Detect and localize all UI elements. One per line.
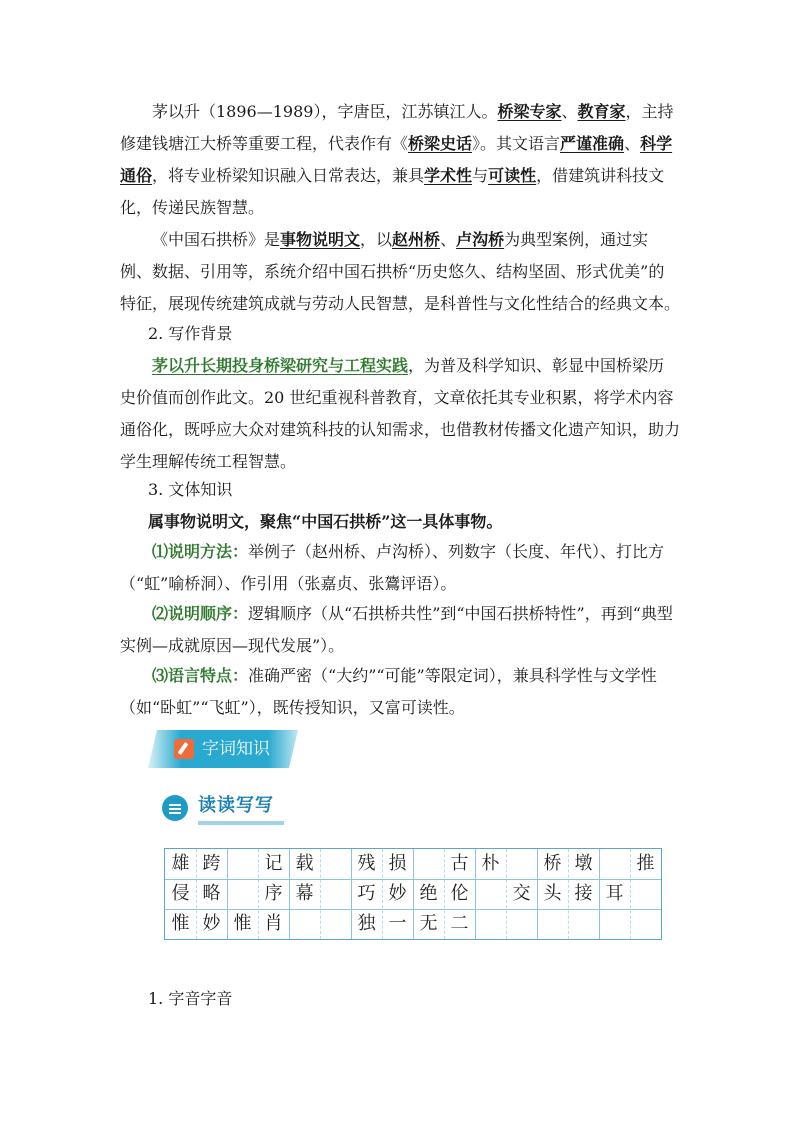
text: 与 <box>472 166 489 185</box>
grid-row <box>165 879 661 909</box>
keyword: 科学通俗 <box>120 134 673 185</box>
section-banner <box>148 730 298 768</box>
grid-cell: 桥 <box>543 853 562 874</box>
grid-cell: 墩 <box>574 853 593 874</box>
section-heading-genre: 3. 文体知识 <box>148 480 233 499</box>
intro-paragraph-author <box>120 96 680 224</box>
grid-cell: 序 <box>264 883 283 904</box>
section-heading-pronunciation: 1. 字音字音 <box>148 989 233 1008</box>
banner-label: 字词知识 <box>202 739 270 759</box>
text: ，为普及科学知识、彰显中国桥梁历史价值而创作此文。20 世纪重视科普教育，文章依托其专业积累，将学术内容通俗化，既呼应大众对建筑科技的认知需求，也借教材传播文化遗产知识，助力学生理解传统工程智慧。 <box>120 356 681 471</box>
grid-cell: 头 <box>543 883 562 904</box>
grid-cell: 雄 <box>171 853 190 874</box>
intro-paragraph-text <box>120 224 680 320</box>
grid-row <box>165 909 661 939</box>
text: ，将专业桥梁知识融入日常表达，兼具 <box>152 166 425 185</box>
grid-cell: 一 <box>388 913 407 934</box>
grid-cell: 记 <box>264 853 283 874</box>
grid-cell: 惟 <box>171 913 190 934</box>
keyword: 事物说明文 <box>280 230 361 249</box>
grid-cell: 侵 <box>171 883 190 904</box>
grid-cell: 妙 <box>388 883 407 904</box>
text: 、 <box>624 134 641 153</box>
text: ，借建筑讲科技文化，传递民族智慧。 <box>120 166 665 217</box>
section-heading-background: 2. 写作背景 <box>148 324 233 343</box>
list-icon <box>162 795 188 821</box>
grid-cell: 跨 <box>202 853 221 874</box>
keyword: 桥梁专家 <box>497 102 562 121</box>
keyword: 卢沟桥 <box>456 230 505 249</box>
text: 、 <box>440 230 457 249</box>
background-paragraph <box>120 350 680 478</box>
subsection-label: 读读写写 <box>198 795 274 816</box>
grid-cell: 幕 <box>295 883 314 904</box>
text: 、 <box>561 102 578 121</box>
item-label: ⑴说明方法： <box>152 542 249 561</box>
grid-cell: 无 <box>419 913 438 934</box>
text: 《中国石拱桥》是 <box>152 230 281 249</box>
item-text: 举例子（赵州桥、卢沟桥）、列数字（长度、年代）、打比方（“虹”喻桥洞）、作引用（张嘉贞、张鷟评语）。 <box>120 542 665 593</box>
genre-item-language <box>120 660 680 724</box>
genre-item-order <box>120 598 680 662</box>
text: ，主持修建钱塘江大桥等重要工程，代表作有《 <box>120 102 674 153</box>
grid-cell: 绝 <box>419 883 438 904</box>
text: 为典型案例，通过实例、数据、引用等，系统介绍中国石拱桥“历史悠久、结构坚固、形式优美”的特征，展现传统建筑成就与劳动人民智慧，是科普性与文化性结合的经典文本。 <box>120 230 681 313</box>
grid-cell: 独 <box>357 913 376 934</box>
keyword: 学术性 <box>424 166 473 185</box>
text: 》。其文语言 <box>472 134 561 153</box>
grid-cell: 略 <box>202 883 221 904</box>
grid-cell: 接 <box>574 883 593 904</box>
grid-cell: 交 <box>512 883 531 904</box>
item-text: 逻辑顺序（从“石拱桥共性”到“中国石拱桥特性”，再到“典型实例—成就原因—现代发展”）。 <box>120 604 673 655</box>
grid-cell: 惟 <box>233 913 252 934</box>
writing-grid <box>164 848 662 940</box>
item-label: ⑵说明顺序： <box>152 604 249 623</box>
subsection-underline <box>198 821 284 825</box>
grid-cell: 古 <box>450 853 469 874</box>
grid-cell: 耳 <box>605 883 624 904</box>
item-label: ⑶语言特点： <box>152 666 249 685</box>
genre-item-methods <box>120 536 680 600</box>
grid-cell: 朴 <box>481 853 500 874</box>
grid-cell: 残 <box>357 853 376 874</box>
grid-row <box>165 849 661 879</box>
genre-summary: 属事物说明文，聚焦“中国石拱桥”这一具体事物。 <box>148 512 503 531</box>
grid-cell: 载 <box>295 853 314 874</box>
keyword: 茅以升长期投身桥梁研究与工程实践 <box>152 356 409 375</box>
text: 茅以升（1896—1989），字唐臣，江苏镇江人。 <box>152 102 498 121</box>
grid-cell: 二 <box>450 913 469 934</box>
text: ，以 <box>360 230 393 249</box>
keyword: 桥梁史话 <box>408 134 473 153</box>
grid-cell: 损 <box>388 853 407 874</box>
grid-cell: 推 <box>636 853 655 874</box>
keyword: 严谨准确 <box>560 134 625 153</box>
grid-cell: 妙 <box>202 913 221 934</box>
keyword: 教育家 <box>577 102 626 121</box>
keyword: 赵州桥 <box>392 230 441 249</box>
grid-cell: 伦 <box>450 883 469 904</box>
grid-cell: 肖 <box>264 913 283 934</box>
item-text: 准确严密（“大约”“可能”等限定词），兼具科学性与文学性（如“卧虹”“飞虹”），既传授知识，又富可读性。 <box>120 666 657 717</box>
grid-cell: 巧 <box>357 883 376 904</box>
subsection-heading <box>162 792 342 826</box>
pencil-icon <box>174 739 194 759</box>
keyword: 可读性 <box>488 166 537 185</box>
